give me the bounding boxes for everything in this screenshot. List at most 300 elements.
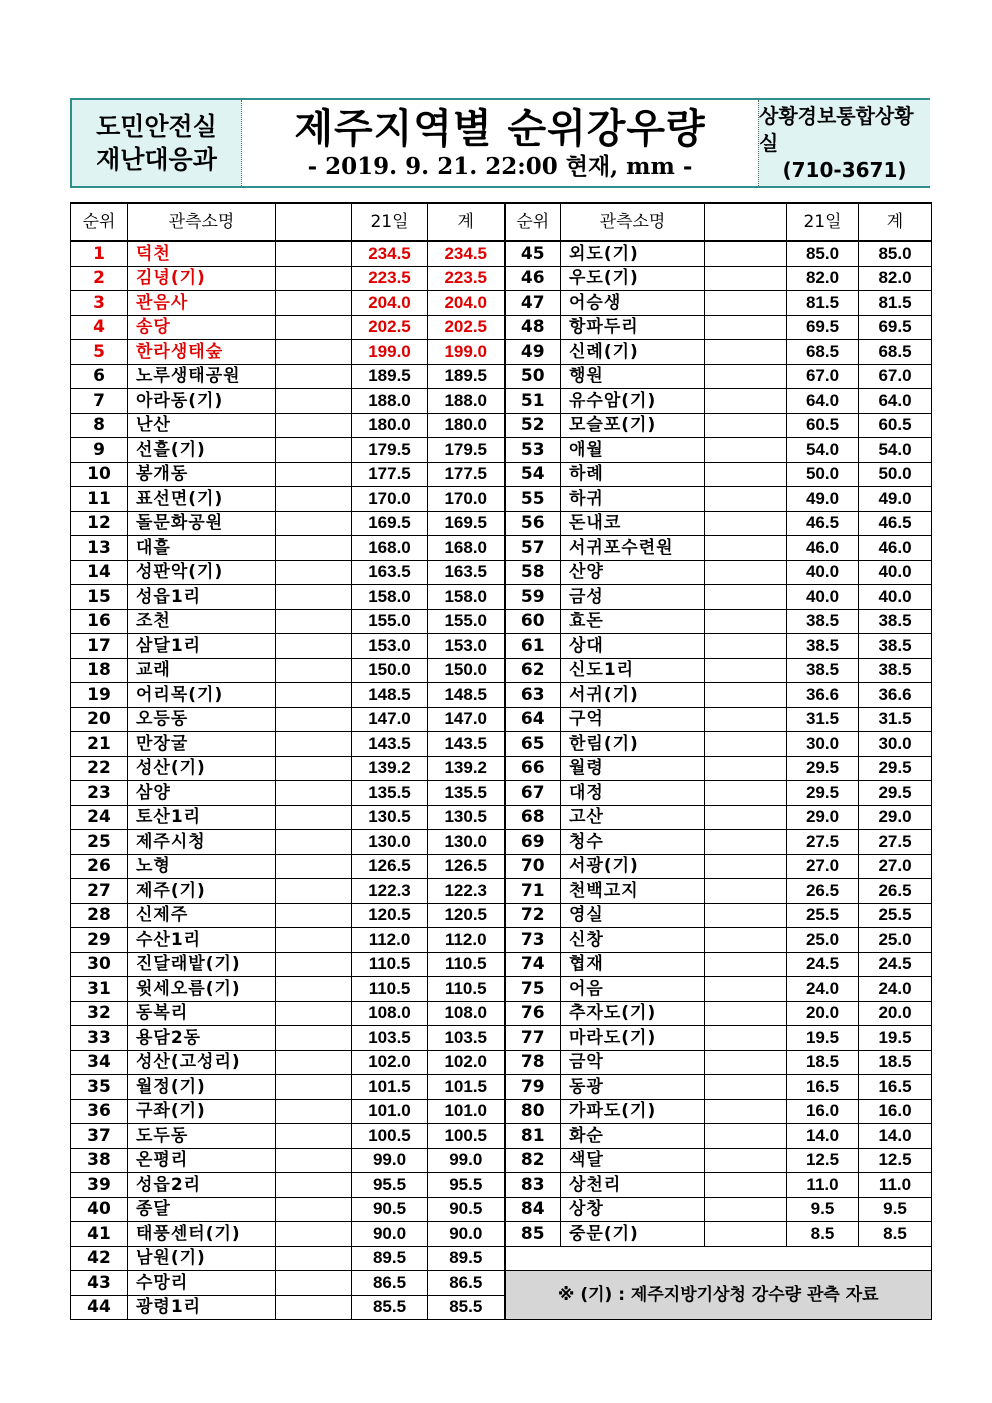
total-rainfall-cell: 169.5 [428,511,505,536]
rank-cell: 31 [71,977,128,1002]
blank-cell [705,781,787,806]
day-rainfall-cell: 101.5 [352,1075,428,1100]
rank-cell: 3 [71,291,128,316]
table-row [71,438,932,463]
total-rainfall-cell: 27.5 [859,830,932,855]
rank-cell: 14 [71,560,128,585]
day-rainfall-cell: 90.5 [352,1197,428,1222]
station-name-cell: 윗세오름(기) [128,977,276,1002]
station-name-cell: 구좌(기) [128,1099,276,1124]
rank-cell: 61 [505,634,561,659]
station-name-cell: 성산(고성리) [128,1050,276,1075]
day-rainfall-cell: 223.5 [352,266,428,291]
blank-cell [705,560,787,585]
total-rainfall-cell: 188.0 [428,389,505,414]
blank-cell [276,1222,352,1247]
rank-cell: 52 [505,413,561,438]
total-rainfall-cell: 102.0 [428,1050,505,1075]
station-name-cell: 화순 [561,1124,705,1149]
total-rainfall-cell: 100.5 [428,1124,505,1149]
total-rainfall-cell: 122.3 [428,879,505,904]
blank-cell [705,1124,787,1149]
rank-cell: 10 [71,462,128,487]
total-rainfall-cell: 163.5 [428,560,505,585]
station-name-cell: 교래 [128,658,276,683]
station-name-cell: 색달 [561,1148,705,1173]
blank-cell [276,609,352,634]
station-name-cell: 애월 [561,438,705,463]
station-name-cell: 상대 [561,634,705,659]
total-rainfall-cell: 139.2 [428,756,505,781]
station-name-cell: 추자도(기) [561,1001,705,1026]
station-name-cell: 성산(기) [128,756,276,781]
station-name-cell: 신도1리 [561,658,705,683]
total-rainfall-cell: 158.0 [428,585,505,610]
blank-cell [276,830,352,855]
station-name-cell: 성판악(기) [128,560,276,585]
station-name-cell: 행원 [561,364,705,389]
table-row [71,1197,932,1222]
day-rainfall-cell: 143.5 [352,732,428,757]
total-rainfall-cell: 24.0 [859,977,932,1002]
rank-cell: 26 [71,854,128,879]
table-row [71,903,932,928]
table-row [71,977,932,1002]
station-name-cell: 도두동 [128,1124,276,1149]
total-rainfall-cell: 54.0 [859,438,932,463]
rank-cell: 64 [505,707,561,732]
col-day-left: 21일 [352,203,428,241]
day-rainfall-cell: 36.6 [787,683,859,708]
total-rainfall-cell: 85.5 [428,1295,505,1320]
day-rainfall-cell: 150.0 [352,658,428,683]
blank-cell [276,1001,352,1026]
blank-cell [276,732,352,757]
blank-cell [276,1026,352,1051]
total-rainfall-cell: 19.5 [859,1026,932,1051]
total-rainfall-cell: 108.0 [428,1001,505,1026]
table-row [71,1075,932,1100]
rank-cell: 82 [505,1148,561,1173]
day-rainfall-cell: 90.0 [352,1222,428,1247]
blank-cell [705,1222,787,1247]
day-rainfall-cell: 18.5 [787,1050,859,1075]
blank-cell [705,683,787,708]
table-row [71,1099,932,1124]
station-name-cell: 제주시청 [128,830,276,855]
station-name-cell: 금악 [561,1050,705,1075]
rank-cell: 35 [71,1075,128,1100]
rank-cell: 71 [505,879,561,904]
total-rainfall-cell: 30.0 [859,732,932,757]
rank-cell: 76 [505,1001,561,1026]
rank-cell: 29 [71,928,128,953]
station-name-cell: 월정(기) [128,1075,276,1100]
rank-cell: 42 [71,1246,128,1271]
rank-cell: 7 [71,389,128,414]
blank-cell [705,658,787,683]
rank-cell: 79 [505,1075,561,1100]
station-name-cell: 대정 [561,781,705,806]
total-rainfall-cell: 110.5 [428,952,505,977]
table-row [71,1148,932,1173]
rank-cell: 1 [71,241,128,266]
blank-cell [705,1050,787,1075]
blank-cell [705,756,787,781]
day-rainfall-cell: 170.0 [352,487,428,512]
blank-cell [276,511,352,536]
rank-cell: 58 [505,560,561,585]
blank-cell [705,291,787,316]
total-rainfall-cell: 46.5 [859,511,932,536]
rank-cell: 44 [71,1295,128,1320]
rank-cell: 54 [505,462,561,487]
total-rainfall-cell: 26.5 [859,879,932,904]
col-total-right: 계 [859,203,932,241]
blank-cell [705,536,787,561]
day-rainfall-cell: 103.5 [352,1026,428,1051]
station-name-cell: 진달래밭(기) [128,952,276,977]
blank-cell [705,1148,787,1173]
day-rainfall-cell: 155.0 [352,609,428,634]
blank-cell [276,438,352,463]
blank-cell [276,487,352,512]
rank-cell: 85 [505,1222,561,1247]
day-rainfall-cell: 82.0 [787,266,859,291]
total-rainfall-cell: 38.5 [859,634,932,659]
rank-cell: 66 [505,756,561,781]
rank-cell: 53 [505,438,561,463]
table-row [71,609,932,634]
day-rainfall-cell: 60.5 [787,413,859,438]
station-name-cell: 삼달1리 [128,634,276,659]
total-rainfall-cell: 29.0 [859,805,932,830]
station-name-cell: 하귀 [561,487,705,512]
table-row [71,732,932,757]
blank-cell [276,805,352,830]
blank-cell [276,879,352,904]
station-name-cell: 선흘(기) [128,438,276,463]
rank-cell: 74 [505,952,561,977]
table-row [71,1050,932,1075]
blank-cell [276,536,352,561]
blank-cell [705,634,787,659]
rank-cell: 37 [71,1124,128,1149]
total-rainfall-cell: 130.5 [428,805,505,830]
blank-cell [276,462,352,487]
blank-cell [705,413,787,438]
total-rainfall-cell: 202.5 [428,315,505,340]
rank-cell: 62 [505,658,561,683]
station-name-cell: 봉개동 [128,462,276,487]
day-rainfall-cell: 147.0 [352,707,428,732]
table-row [71,756,932,781]
total-rainfall-cell: 223.5 [428,266,505,291]
blank-cell [705,1173,787,1198]
table-row [71,805,932,830]
rank-cell: 78 [505,1050,561,1075]
table-row [71,536,932,561]
table-row [71,1124,932,1149]
department-block [72,100,242,186]
day-rainfall-cell: 29.5 [787,756,859,781]
office-block [758,100,930,186]
table-row [71,854,932,879]
blank-cell [705,585,787,610]
rank-cell: 48 [505,315,561,340]
station-name-cell: 외도(기) [561,241,705,266]
day-rainfall-cell: 46.5 [787,511,859,536]
table-row [71,413,932,438]
day-rainfall-cell: 112.0 [352,928,428,953]
day-rainfall-cell: 122.3 [352,879,428,904]
total-rainfall-cell: 85.0 [859,241,932,266]
day-rainfall-cell: 31.5 [787,707,859,732]
total-rainfall-cell: 40.0 [859,560,932,585]
station-name-cell: 조천 [128,609,276,634]
rank-cell: 19 [71,683,128,708]
table-row [71,1271,932,1296]
station-name-cell: 송당 [128,315,276,340]
day-rainfall-cell: 169.5 [352,511,428,536]
rank-cell: 27 [71,879,128,904]
org-line-2: 재난대응과 [96,145,217,174]
table-row [71,1173,932,1198]
blank-cell [276,560,352,585]
rank-cell: 9 [71,438,128,463]
total-rainfall-cell: 40.0 [859,585,932,610]
station-name-cell: 가파도(기) [561,1099,705,1124]
blank-cell [276,854,352,879]
col-blank-left [276,203,352,241]
day-rainfall-cell: 30.0 [787,732,859,757]
rank-cell: 67 [505,781,561,806]
rank-cell: 32 [71,1001,128,1026]
station-name-cell: 상천리 [561,1173,705,1198]
station-name-cell: 김녕(기) [128,266,276,291]
station-name-cell: 어리목(기) [128,683,276,708]
blank-cell [276,340,352,365]
station-name-cell: 협재 [561,952,705,977]
station-name-cell: 관음사 [128,291,276,316]
blank-cell [276,1197,352,1222]
table-row [71,634,932,659]
total-rainfall-cell: 130.0 [428,830,505,855]
total-rainfall-cell: 31.5 [859,707,932,732]
rank-cell: 41 [71,1222,128,1247]
total-rainfall-cell: 16.5 [859,1075,932,1100]
col-station-left: 관측소명 [128,203,276,241]
blank-cell [276,1075,352,1100]
total-rainfall-cell: 168.0 [428,536,505,561]
rank-cell: 39 [71,1173,128,1198]
table-row [71,340,932,365]
station-name-cell: 청수 [561,830,705,855]
table-row [71,462,932,487]
day-rainfall-cell: 120.5 [352,903,428,928]
station-name-cell: 중문(기) [561,1222,705,1247]
day-rainfall-cell: 95.5 [352,1173,428,1198]
table-row [71,364,932,389]
col-rank-right: 순위 [505,203,561,241]
total-rainfall-cell: 112.0 [428,928,505,953]
day-rainfall-cell: 27.5 [787,830,859,855]
day-rainfall-cell: 89.5 [352,1246,428,1271]
col-blank-right [705,203,787,241]
blank-cell [705,487,787,512]
total-rainfall-cell: 89.5 [428,1246,505,1271]
station-name-cell: 수망리 [128,1271,276,1296]
day-rainfall-cell: 16.5 [787,1075,859,1100]
office-phone: (710-3671) [782,157,907,182]
total-rainfall-cell: 27.0 [859,854,932,879]
day-rainfall-cell: 8.5 [787,1222,859,1247]
day-rainfall-cell: 29.0 [787,805,859,830]
total-rainfall-cell: 25.5 [859,903,932,928]
blank-cell [276,707,352,732]
blank-cell [276,266,352,291]
table-row [71,389,932,414]
station-name-cell: 덕천 [128,241,276,266]
station-name-cell: 돈내코 [561,511,705,536]
total-rainfall-cell: 147.0 [428,707,505,732]
total-rainfall-cell: 46.0 [859,536,932,561]
day-rainfall-cell: 64.0 [787,389,859,414]
blank-cell [276,585,352,610]
table-row [71,266,932,291]
day-rainfall-cell: 204.0 [352,291,428,316]
blank-cell [276,364,352,389]
table-header-row [71,203,932,241]
station-name-cell: 노루생태공원 [128,364,276,389]
rank-cell: 13 [71,536,128,561]
blank-cell [705,1099,787,1124]
blank-cell [705,805,787,830]
blank-cell [276,928,352,953]
rank-cell: 70 [505,854,561,879]
total-rainfall-cell: 8.5 [859,1222,932,1247]
rank-cell: 11 [71,487,128,512]
table-row [71,1222,932,1247]
rainfall-table [70,202,932,1320]
station-name-cell: 어음 [561,977,705,1002]
day-rainfall-cell: 135.5 [352,781,428,806]
table-row [71,1246,932,1271]
blank-cell [276,1295,352,1320]
day-rainfall-cell: 139.2 [352,756,428,781]
blank-cell [276,903,352,928]
station-name-cell: 모슬포(기) [561,413,705,438]
station-name-cell: 하례 [561,462,705,487]
col-rank-left: 순위 [71,203,128,241]
total-rainfall-cell: 86.5 [428,1271,505,1296]
rank-cell: 83 [505,1173,561,1198]
station-name-cell: 대흘 [128,536,276,561]
total-rainfall-cell: 135.5 [428,781,505,806]
total-rainfall-cell: 189.5 [428,364,505,389]
station-name-cell: 수산1리 [128,928,276,953]
blank-cell [705,364,787,389]
total-rainfall-cell: 120.5 [428,903,505,928]
station-name-cell: 금성 [561,585,705,610]
table-row [71,560,932,585]
col-day-right: 21일 [787,203,859,241]
total-rainfall-cell: 177.5 [428,462,505,487]
total-rainfall-cell: 11.0 [859,1173,932,1198]
rank-cell: 18 [71,658,128,683]
day-rainfall-cell: 180.0 [352,413,428,438]
rank-cell: 36 [71,1099,128,1124]
col-total-left: 계 [428,203,505,241]
day-rainfall-cell: 29.5 [787,781,859,806]
day-rainfall-cell: 158.0 [352,585,428,610]
day-rainfall-cell: 234.5 [352,241,428,266]
blank-cell [705,732,787,757]
day-rainfall-cell: 188.0 [352,389,428,414]
rank-cell: 49 [505,340,561,365]
org-line-1: 도민안전실 [96,112,217,141]
rank-cell: 68 [505,805,561,830]
station-name-cell: 영실 [561,903,705,928]
station-name-cell: 광령1리 [128,1295,276,1320]
blank-cell [705,952,787,977]
rank-cell: 60 [505,609,561,634]
station-name-cell: 천백고지 [561,879,705,904]
page-title: 제주지역별 순위강우량 [294,106,706,152]
station-name-cell: 표선면(기) [128,487,276,512]
station-name-cell: 온평리 [128,1148,276,1173]
day-rainfall-cell: 68.5 [787,340,859,365]
station-name-cell: 서광(기) [561,854,705,879]
blank-cell [276,1050,352,1075]
day-rainfall-cell: 25.5 [787,903,859,928]
blank-cell [276,634,352,659]
day-rainfall-cell: 20.0 [787,1001,859,1026]
station-name-cell: 한라생태숲 [128,340,276,365]
blank-cell [276,291,352,316]
rank-cell: 51 [505,389,561,414]
station-name-cell: 성읍2리 [128,1173,276,1198]
day-rainfall-cell: 81.5 [787,291,859,316]
blank-cell [705,854,787,879]
total-rainfall-cell: 18.5 [859,1050,932,1075]
day-rainfall-cell: 130.5 [352,805,428,830]
total-rainfall-cell: 234.5 [428,241,505,266]
total-rainfall-cell: 25.0 [859,928,932,953]
rank-cell: 57 [505,536,561,561]
rank-cell: 84 [505,1197,561,1222]
total-rainfall-cell: 103.5 [428,1026,505,1051]
rank-cell: 72 [505,903,561,928]
day-rainfall-cell: 168.0 [352,536,428,561]
rank-cell: 28 [71,903,128,928]
rank-cell: 43 [71,1271,128,1296]
blank-cell [276,756,352,781]
blank-cell [276,1246,352,1271]
total-rainfall-cell: 12.5 [859,1148,932,1173]
day-rainfall-cell: 40.0 [787,585,859,610]
table-row [71,1001,932,1026]
station-name-cell: 한림(기) [561,732,705,757]
empty-cell [505,1246,932,1271]
day-rainfall-cell: 69.5 [787,315,859,340]
rank-cell: 24 [71,805,128,830]
total-rainfall-cell: 9.5 [859,1197,932,1222]
day-rainfall-cell: 126.5 [352,854,428,879]
total-rainfall-cell: 150.0 [428,658,505,683]
day-rainfall-cell: 38.5 [787,634,859,659]
rank-cell: 65 [505,732,561,757]
